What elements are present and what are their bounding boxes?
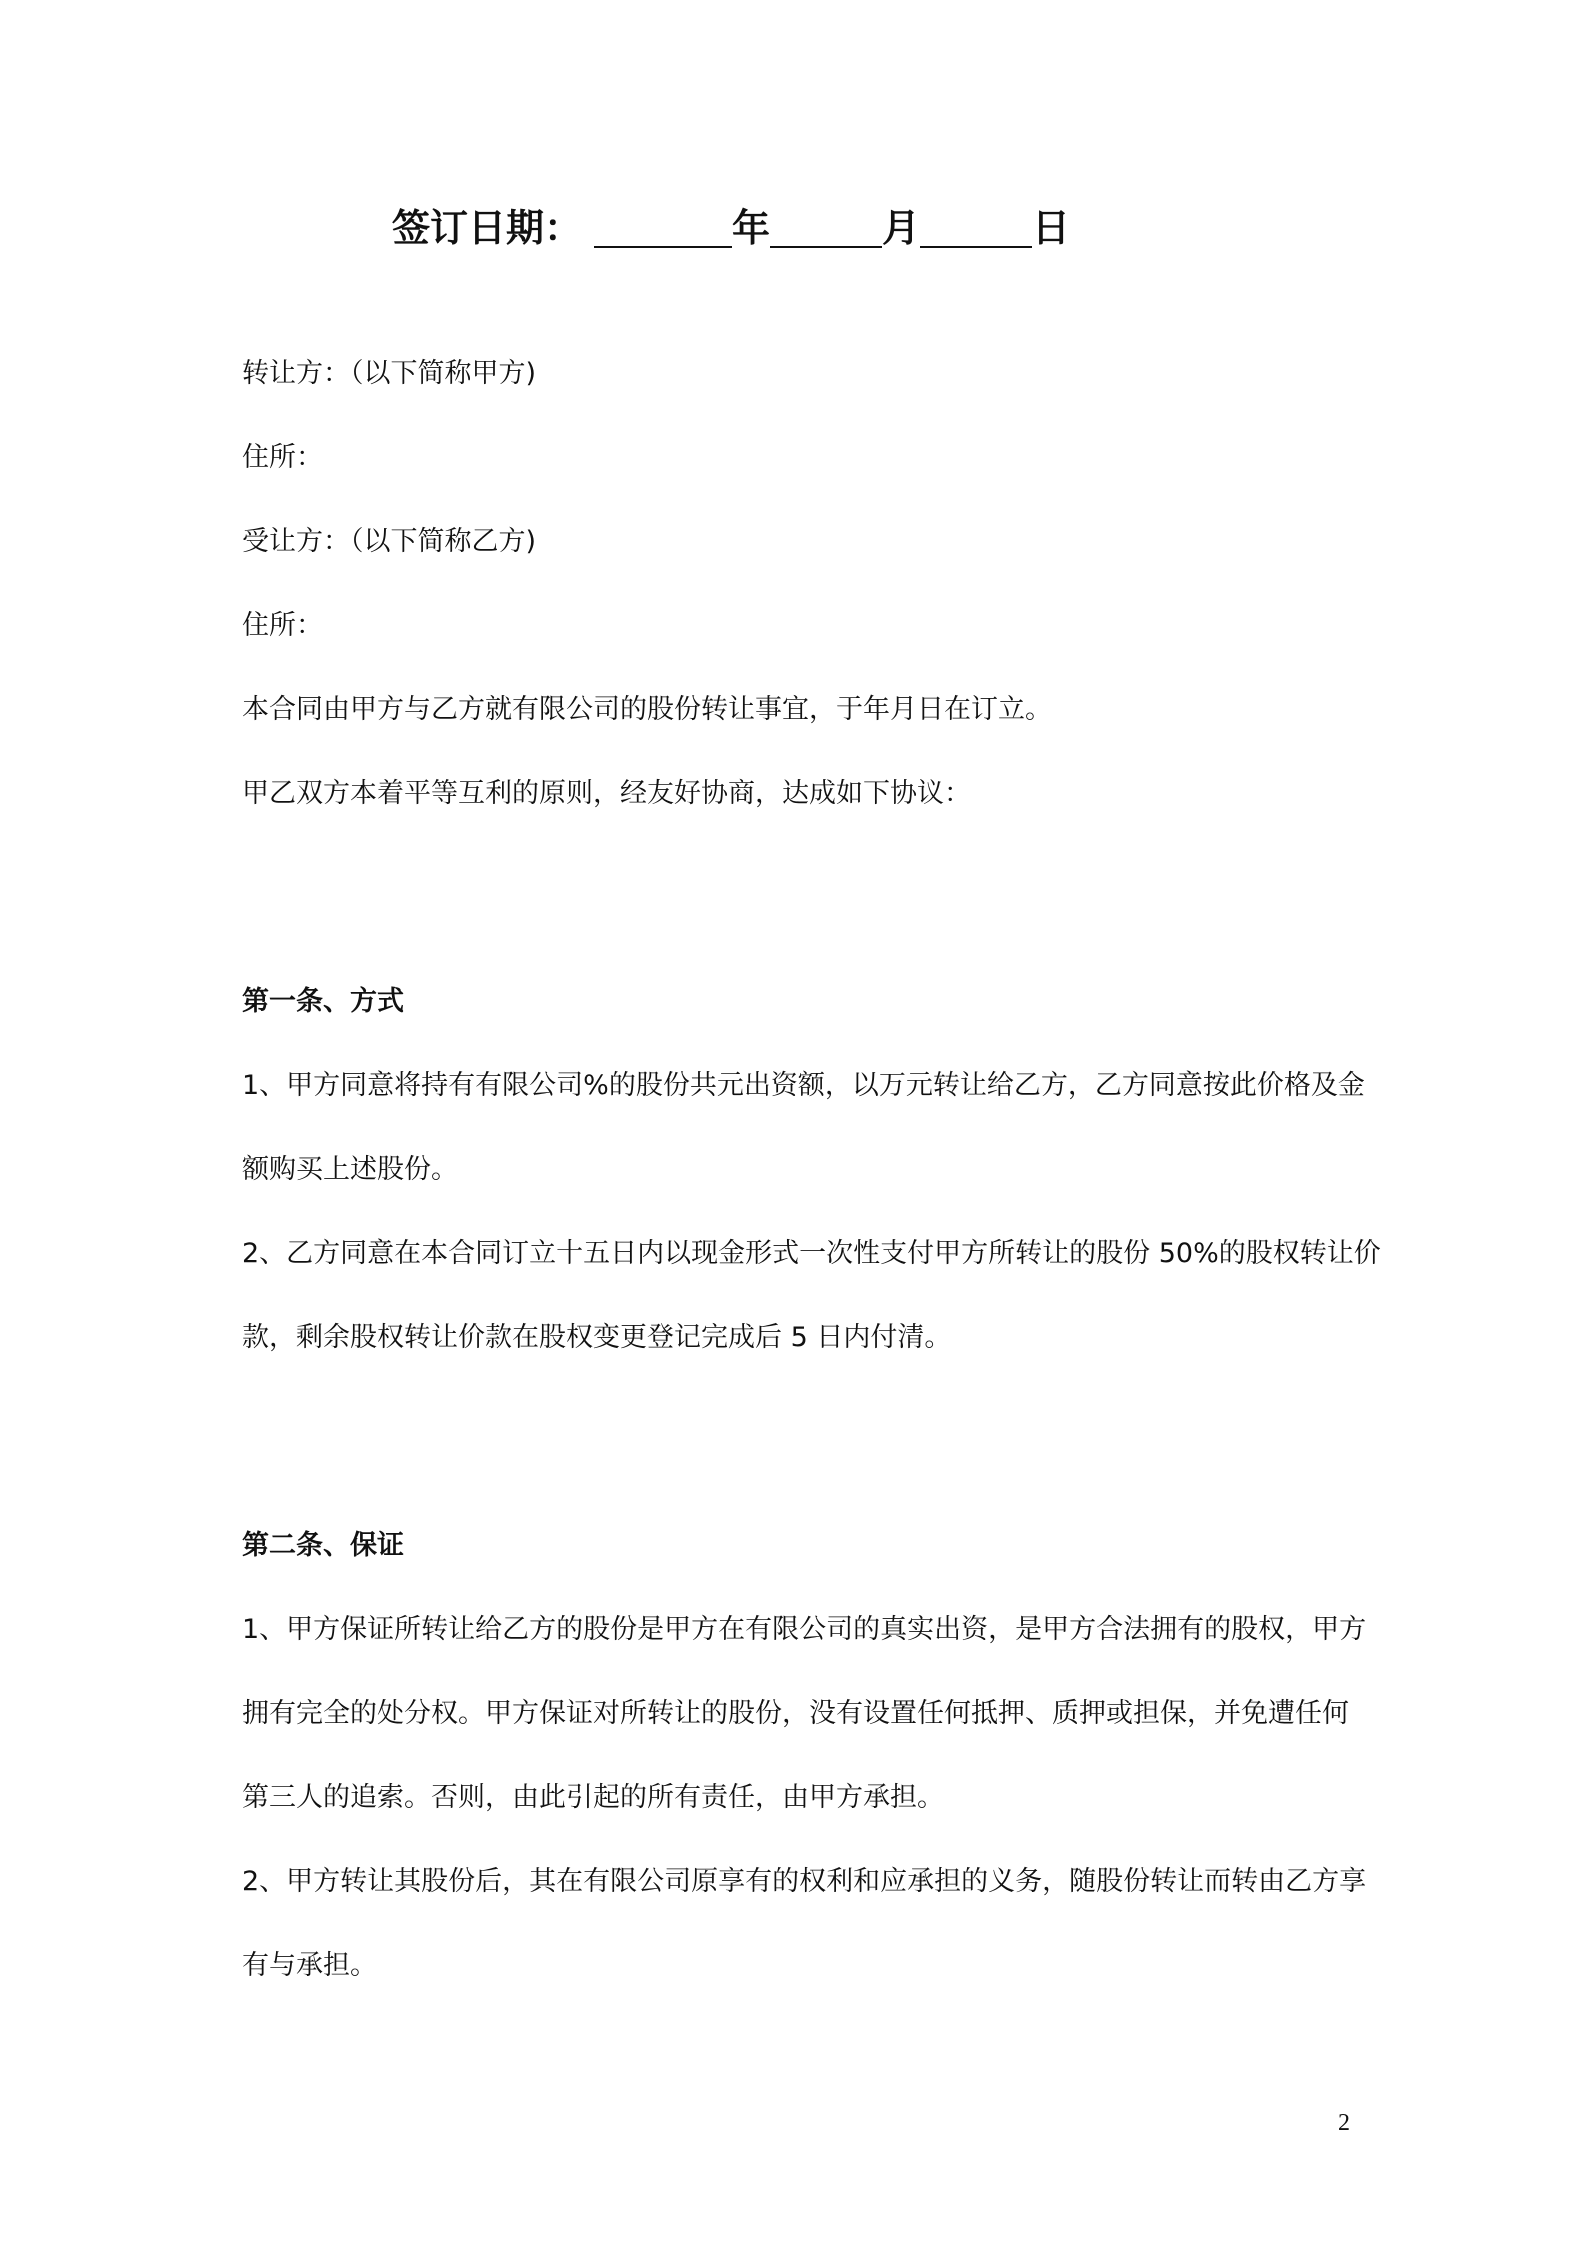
article-1-item-1-line-1: 1、甲方同意将持有有限公司%的股份共元出资额，以万元转让给乙方，乙方同意按此价格及金 [242,1070,1365,1101]
month-blank [770,202,882,248]
article-2-item-1-line-1: 1、甲方保证所转让给乙方的股份是甲方在有限公司的真实出资，是甲方合法拥有的股权，甲方 [242,1614,1367,1645]
article-1-item-2-line-2: 款，剩余股权转让价款在股权变更登记完成后 5 日内付清。 [242,1322,952,1353]
article-2-title: 第二条、保证 [242,1530,404,1561]
year-label: 年 [732,206,771,250]
signing-date-label: 签订日期： [392,206,583,250]
article-2-item-1-line-3: 第三人的追索。否则，由此引起的所有责任，由甲方承担。 [242,1782,944,1813]
month-label: 月 [882,206,921,250]
article-2-item-2-line-1: 2、甲方转让其股份后，其在有限公司原享有的权利和应承担的义务，随股份转让而转由乙方享 [242,1866,1367,1897]
day-blank [920,202,1032,248]
year-blank [594,202,732,248]
day-label: 日 [1032,206,1071,250]
article-2-item-2-line-2: 有与承担。 [242,1950,377,1981]
signing-date-line [392,198,1070,258]
intro-paragraph-2: 甲乙双方本着平等互利的原则，经友好协商，达成如下协议： [242,778,971,809]
page-number: 2 [1338,2110,1350,2136]
article-1-item-2-line-1: 2、乙方同意在本合同订立十五日内以现金形式一次性支付甲方所转让的股份 50%的股权转让价 [242,1238,1381,1269]
transferor-line: 转让方：（以下简称甲方) [242,358,537,389]
transferee-line: 受让方：（以下简称乙方) [242,526,537,557]
intro-paragraph-1: 本合同由甲方与乙方就有限公司的股份转让事宜，于年月日在订立。 [242,694,1052,725]
transferor-address-line: 住所： [242,442,323,473]
article-2-item-1-line-2: 拥有完全的处分权。甲方保证对所转让的股份，没有设置任何抵押、质押或担保，并免遭任何 [242,1698,1349,1729]
transferee-address-line: 住所： [242,610,323,641]
article-1-item-1-line-2: 额购买上述股份。 [242,1154,458,1185]
article-1-title: 第一条、方式 [242,986,404,1017]
